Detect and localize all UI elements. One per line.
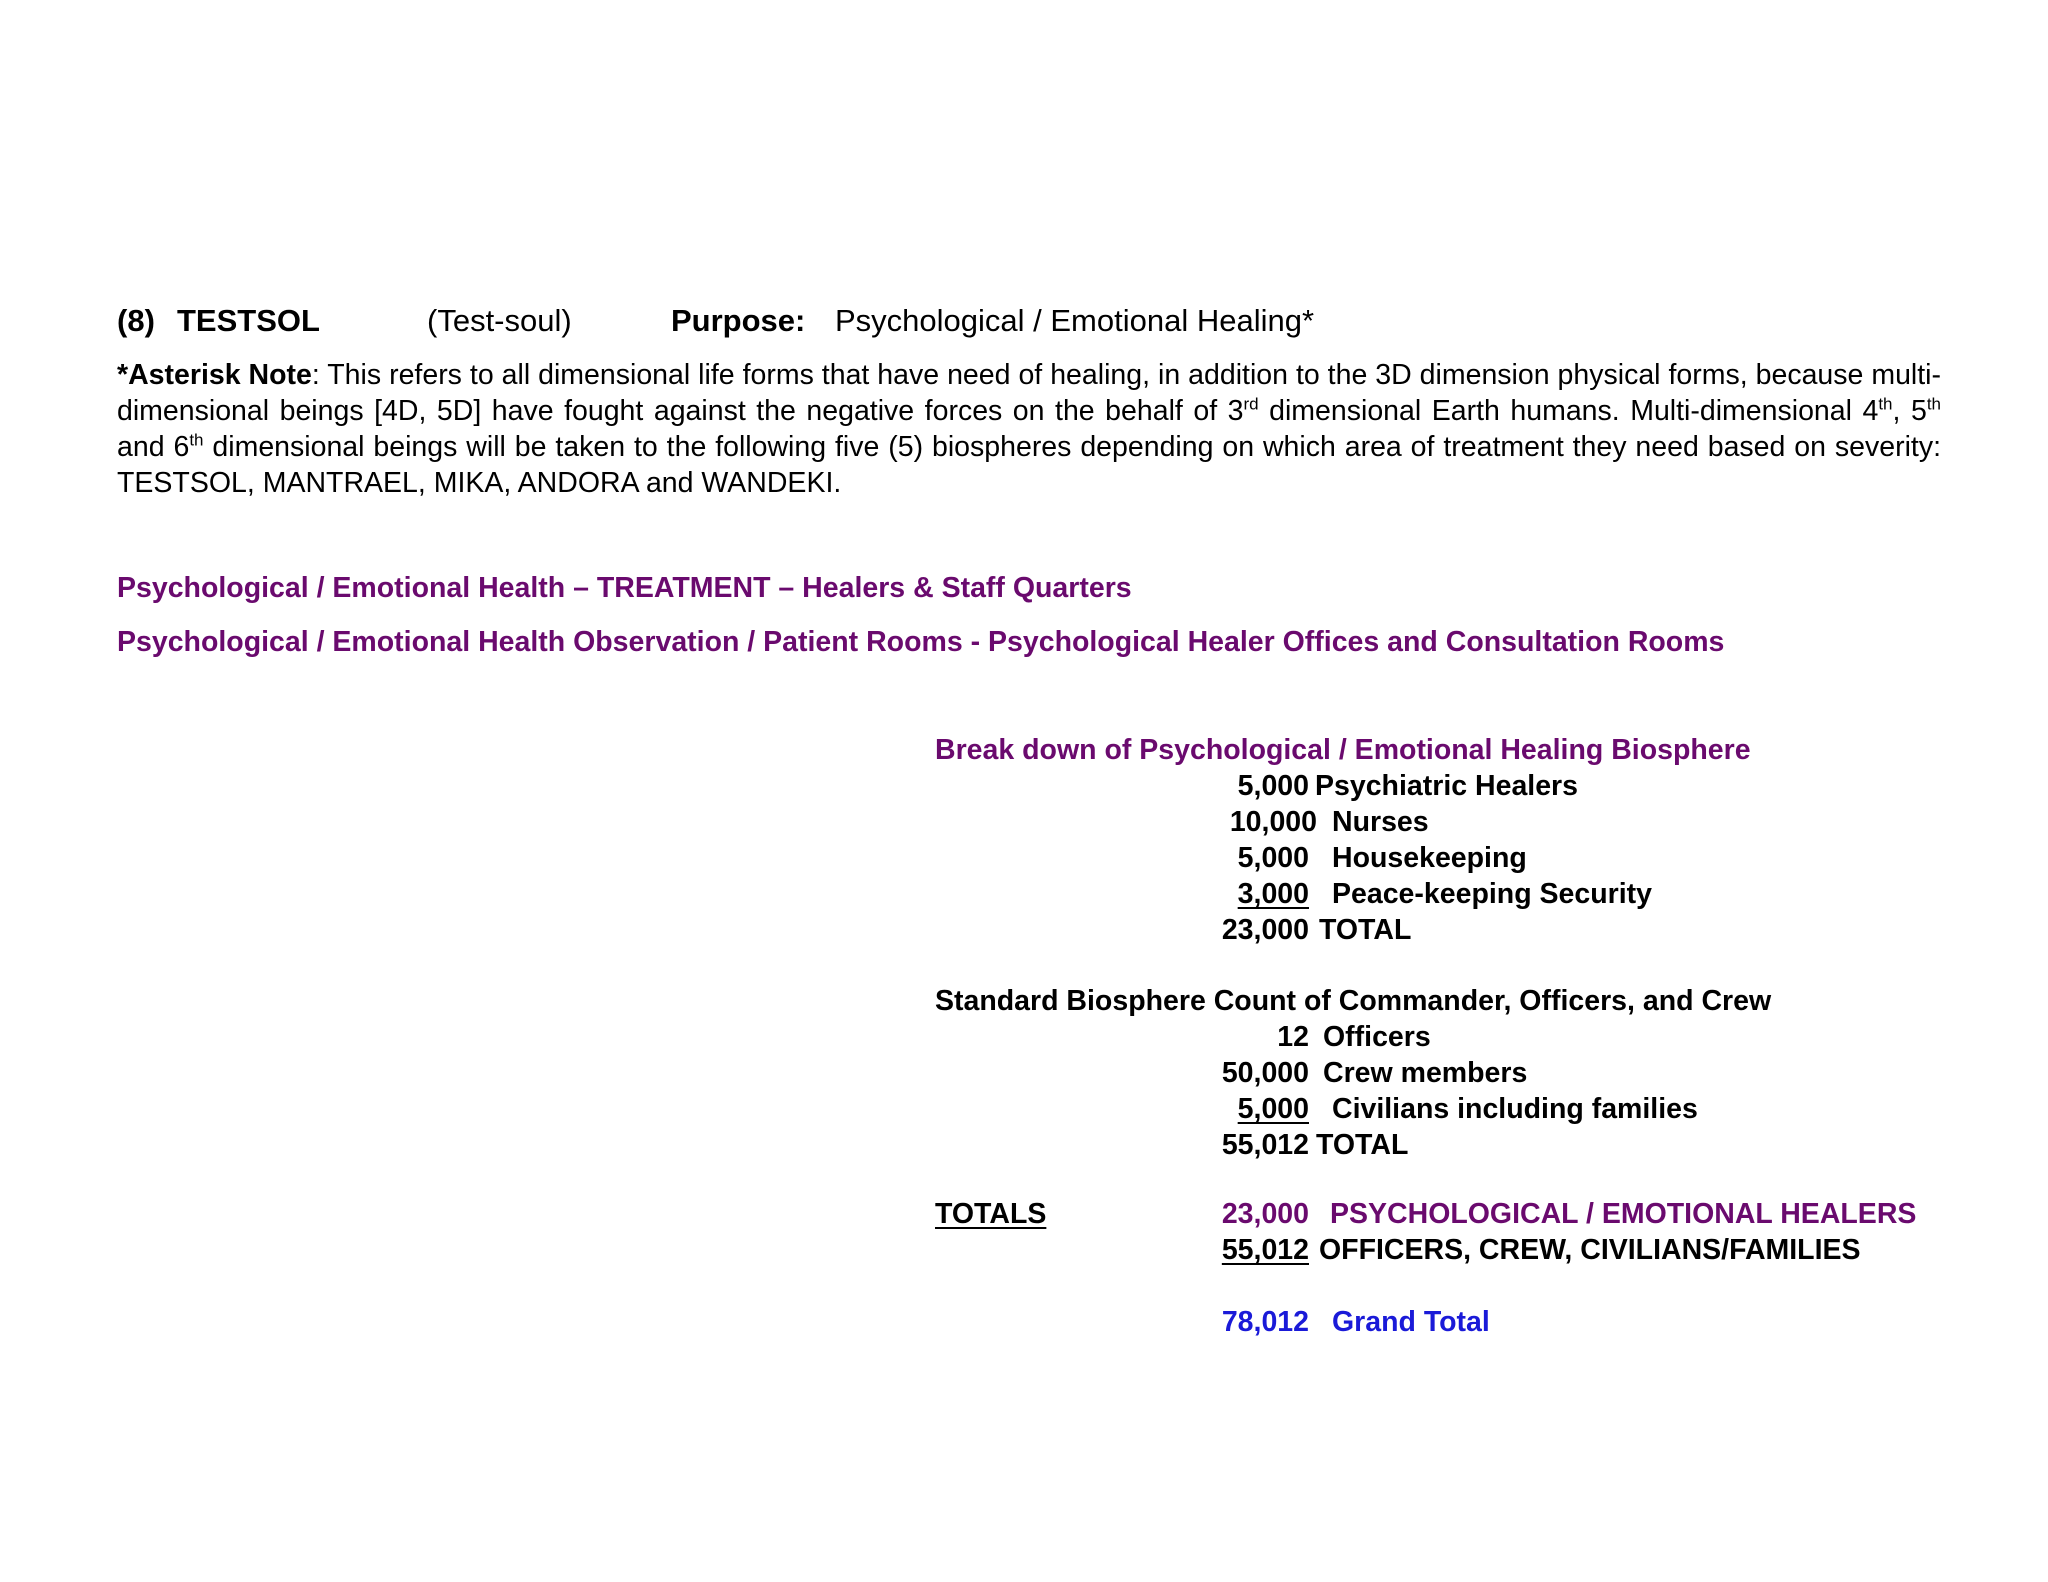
biosphere-number: (8) xyxy=(117,303,155,338)
note-sup-th-4: th xyxy=(1878,394,1893,414)
breakdown-row xyxy=(935,842,1527,878)
standard-count-title: Standard Biosphere Count of Commander, Officers, and Crew xyxy=(935,985,1772,1017)
biosphere-name: TESTSOL xyxy=(177,303,320,338)
biosphere-alias: (Test-soul) xyxy=(427,303,572,338)
note-colon: : xyxy=(311,359,320,391)
note-label: *Asterisk Note xyxy=(117,359,312,391)
totals-crew-count: 55,012 xyxy=(1221,1234,1309,1266)
breakdown-count: 10,000 xyxy=(1229,806,1317,838)
breakdown-label: Peace-keeping Security xyxy=(1332,878,1652,910)
standard-label: Civilians including families xyxy=(1332,1093,1698,1125)
standard-count: 50,000 xyxy=(1221,1057,1309,1089)
grand-total-row xyxy=(935,1306,1490,1342)
breakdown-label: Psychiatric Healers xyxy=(1315,770,1578,802)
breakdown-count: 5,000 xyxy=(1237,842,1309,874)
totals-row-crew xyxy=(935,1234,1861,1270)
totals-row-healers xyxy=(935,1198,1917,1234)
note-text-3: , 5 xyxy=(1892,395,1927,427)
totals-healers-count: 23,000 xyxy=(1221,1198,1309,1230)
note-sup-th-5: th xyxy=(1926,394,1941,414)
breakdown-row xyxy=(935,806,1429,842)
breakdown-count: 3,000 xyxy=(1237,878,1309,910)
totals-healers-label: PSYCHOLOGICAL / EMOTIONAL HEALERS xyxy=(1330,1198,1917,1230)
purpose-label: Purpose: xyxy=(671,303,806,338)
totals-label: TOTALS xyxy=(935,1198,1047,1230)
section-title-treatment: Psychological / Emotional Health – TREATMENT – Healers & Staff Quarters xyxy=(117,572,1132,604)
totals-crew-label: OFFICERS, CREW, CIVILIANS/FAMILIES xyxy=(1319,1234,1861,1266)
note-text-5: dimensional beings will be taken to the following five (5) biospheres depending on which area of treatment they need based on severity: TESTSOL, MANTRAEL, MIKA, ANDORA and WANDEKI. xyxy=(117,431,1941,499)
section-title-observation: Psychological / Emotional Health Observation / Patient Rooms - Psychological Healer Offices and Consultation Rooms xyxy=(117,626,1725,658)
breakdown-label: Housekeeping xyxy=(1332,842,1527,874)
note-text-4: and 6 xyxy=(117,431,190,463)
grand-total-count: 78,012 xyxy=(1221,1306,1309,1338)
standard-total-row xyxy=(935,1129,1409,1165)
note-text-2: dimensional Earth humans. Multi-dimensional 4 xyxy=(1258,395,1879,427)
breakdown-row xyxy=(935,878,1652,914)
purpose-value: Psychological / Emotional Healing* xyxy=(835,303,1315,338)
breakdown-total-label: TOTAL xyxy=(1319,914,1412,946)
standard-label: Officers xyxy=(1323,1021,1431,1053)
standard-count: 12 xyxy=(1277,1021,1309,1053)
standard-row xyxy=(935,1021,1431,1057)
breakdown-total-row xyxy=(935,914,1412,950)
breakdown-title: Break down of Psychological / Emotional Healing Biosphere xyxy=(935,734,1751,766)
breakdown-count: 5,000 xyxy=(1237,770,1309,802)
breakdown-label: Nurses xyxy=(1332,806,1429,838)
standard-total-label: TOTAL xyxy=(1316,1129,1409,1161)
asterisk-note xyxy=(117,357,1941,501)
breakdown-total-count: 23,000 xyxy=(1221,914,1309,946)
standard-count: 5,000 xyxy=(1237,1093,1309,1125)
grand-total-label: Grand Total xyxy=(1332,1306,1490,1338)
standard-total-count: 55,012 xyxy=(1221,1129,1309,1161)
note-sup-rd: rd xyxy=(1243,394,1259,414)
note-sup-th-6: th xyxy=(189,430,204,450)
breakdown-row xyxy=(935,770,1578,806)
standard-row xyxy=(935,1057,1528,1093)
standard-label: Crew members xyxy=(1323,1057,1528,1089)
standard-row xyxy=(935,1093,1698,1129)
note-text-1: This refers to all dimensional life forms that have need of healing, in addition to the 3D dimension physical forms, because multi-dimensional beings [4D, 5D] have fought against the negative forces on the behalf of 3 xyxy=(117,359,1942,427)
